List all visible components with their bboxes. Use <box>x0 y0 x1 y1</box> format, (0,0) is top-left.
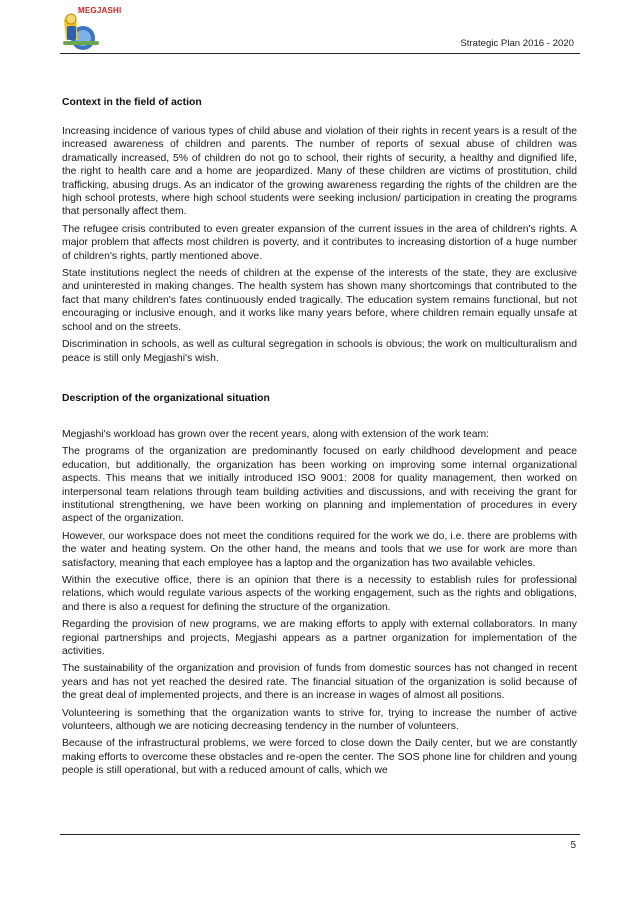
header-title: Strategic Plan 2016 - 2020 <box>460 38 574 49</box>
paragraph: Because of the infrastructural problems, we were forced to close down the Daily center, but we are constantly making efforts to overcome these obstacles and re-open the center. The SOS phone line for children and young people is still operational, but with a reduced amount of calls, which we <box>62 738 577 777</box>
paragraph: Discrimination in schools, as well as cultural segregation in schools is obvious; the work on multiculturalism and peace is still only Megjashi's wish. <box>62 339 577 364</box>
paragraph: However, our workspace does not meet the conditions required for the work we do, i.e. there are problems with the water and heating system. On the other hand, the means and tools that we use for work are more than satisfactory, meaning that each employee has a laptop and the organization has two available vehicles. <box>62 530 577 569</box>
paragraph: Increasing incidence of various types of child abuse and violation of their rights in recent years is a result of the increased awareness of children and parents. The number of reports of sexual abuse of children was dramatically increased, 5% of children do not go to school, their rights of security, a healthy and dignified life, the right to health care and a home are jeopardized. Many of these children are victims of prostitution, child trafficking, abusing drugs. As an indicator of the growing awareness regarding the rights of the children are the high school protests, where high school students were seeking inclusion/ participation in creating the programs that personally affect them. <box>62 126 577 218</box>
header-divider <box>60 53 580 54</box>
paragraph: Volunteering is something that the organization wants to strive for, trying to increase the number of active volunteers, although we are noticing decreasing tendency in the number of volunteers. <box>62 707 577 733</box>
paragraph: Regarding the provision of new programs, we are making efforts to apply with external collaborators. In many regional partnerships and projects, Megjashi appears as a partner organization for implementation of the activities. <box>62 619 577 657</box>
paragraph: Within the executive office, there is an opinion that there is a necessity to establish rules for professional relations, which would regulate various aspects of the working engagement, such as the rights and obligations, and there is also a request for defining the structure of the organization. <box>62 574 577 613</box>
paragraph: State institutions neglect the needs of children at the expense of the interests of the state, they are exclusive and uninterested in making changes. The health system has shown many shortcomings that contributed to the fact that many children's fates continuously ended tragically. The education system remains functional, but not encouraging or inclusive enough, and it works like many years before, where children remain equally unsafe at school and on the streets. <box>62 268 577 333</box>
paragraph: Megjashi's workload has grown over the recent years, along with extension of the work team: <box>62 428 490 440</box>
paragraph: The sustainability of the organization and provision of funds from domestic sources has not changed in recent years and has not yet reached the desired rate. The financial situation of the organization is solid because of the great deal of implemented projects, and there is an increase in wages of almost all positions. <box>62 663 577 702</box>
page-number: 5 <box>570 840 576 851</box>
document-body <box>62 96 577 782</box>
section-spacer <box>62 369 577 392</box>
megjashi-logo <box>56 6 122 54</box>
footer-divider <box>60 834 580 835</box>
logo-wordmark: MEGJASHI <box>78 6 122 15</box>
paragraph: The programs of the organization are predominantly focused on early childhood development and peace education, but additionally, the organization has been working on improving some internal organizational aspects. This means that we initially introduced ISO 9001: 2008 for quality management, then worked on interpersonal team relations through team building activities and discussions, and with receiving the grant for institutional strengthening, we have been working on planning and implementation of procedures in every aspect of the organization. <box>62 446 577 525</box>
paragraph: The refugee crisis contributed to even greater expansion of the current issues in the area of children's rights. A major problem that affects most children is poverty, and it contributes to increasing distortion of a huge number of children's rights, partly mentioned above. <box>62 223 577 262</box>
section-heading-context: Context in the field of action <box>62 97 202 108</box>
section-heading-organizational: Description of the organizational situation <box>62 392 270 404</box>
